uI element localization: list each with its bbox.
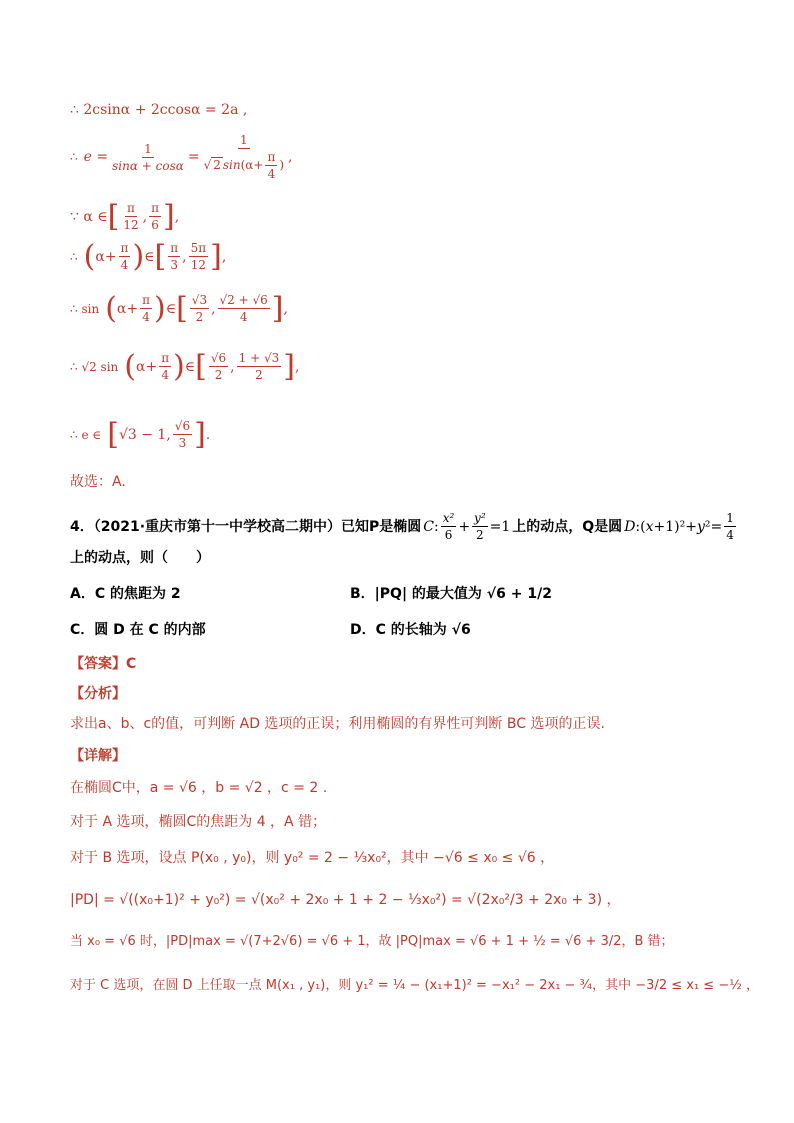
analysis-label: 【分析】 [70,686,126,702]
detail-line-3: 对于 B 选项，设点 P(x₀ , y₀)，则 y₀² = 2 − ⅓x₀²，其中 −√6 ≤ x₀ ≤ √6 ， [70,850,555,866]
question-line-1 [70,510,738,543]
detail-line-5: 当 x₀ = √6 时，|PD|max = √(7+2√6) = √6 + 1，故 |PQ|max = √6 + 1 + ½ = √6 + 3/2，B 错； [70,934,674,949]
solution-line-7: ∴ e ∈ [ √3 − 1, $\frac{√6}{3}$ ] . [70,416,211,452]
circle-equation: D :( x +1)²+ y ²= $\frac{1}{4}$ [624,511,734,542]
solution-line-3: ∵ α ∈ [ $\frac{\pi}{12}$ , $\frac{\pi}{6}$ ] , [70,198,180,234]
choose-answer: 故选：A. [70,474,126,490]
detail-line-2: 对于 A 选项，椭圆C的焦距为 4 ，A 错； [70,814,327,830]
answer-label: 【答案】C [70,656,137,672]
fraction: 1 √ 2 sin(α+ $\frac{\pi}{4}$ ) [203,133,285,181]
solution-line-5: ∴ sin ( α+ $\frac{\pi}{4}$ ) ∈ [ $\frac{√3}{2}$ , $\frac{√2 + √6}{4}$ ] , [70,290,288,326]
question-text: 上的动点， [512,518,583,535]
analysis-text: 求出a、b、c的值，可判断 AD 选项的正误；利用椭圆的有界性可判断 BC 选项的正误. [70,716,605,732]
detail-label: 【详解】 [70,748,126,764]
e-range-prefix: ∴ e ∈ [70,427,102,442]
solution-line-1 [70,100,247,120]
therefore-symbol: ∴ [70,249,78,264]
ellipse-equation: C : $\frac{\text{x²}}{6}$ + $\frac{\text{y²}}{2}$ =1 [423,511,511,542]
option-d: D．C 的长轴为 √6 [350,622,471,638]
option-b: B．|PQ| 的最大值为 √6 + 1/2 [350,586,552,602]
math-var-e: e = [83,149,109,165]
equation-text: ∴ 2csinα + 2ccosα = 2a , [70,102,248,118]
because-text: ∵ α ∈ [70,208,108,225]
detail-line-1: 在椭圆C中，a = √6 ，b = √2 ，c = 2 . [70,780,328,796]
sqrt2sin-prefix: ∴ √2 sin [70,359,119,374]
solution-line-4: ∴ ( α+ $\frac{\pi}{4}$ ) ∈ [ $\frac{\pi}{3}$ , $\frac{5\pi}{12}$ ] , [70,238,227,274]
option-c: C．圆 D 在 C 的内部 [70,622,206,638]
sin-prefix: ∴ sin [70,301,100,316]
solution-line-2: ∴ e = $\frac{1}{\sin\alpha + \cos\alpha}$ = 1 √ 2 sin(α+ $\frac{\pi}{4}$ ) , [70,133,293,181]
question-text: P是椭圆 [369,518,422,535]
detail-line-4: |PD| = √((x₀+1)² + y₀²) = √(x₀² + 2x₀ + 1 + 2 − ⅓x₀²) = √(2x₀²/3 + 2x₀ + 3) ， [70,892,621,908]
detail-line-6: 对于 C 选项，在圆 D 上任取一点 M(x₁ , y₁)，则 y₁² = ¼ − (x₁+1)² = −x₁² − 2x₁ − ¾，其中 −3/2 ≤ x₁ ≤ −½ ， [70,978,759,993]
question-line-2: 上的动点，则（ ） [70,550,210,566]
question-text: Q是圆 [582,518,623,535]
question-source: 4．（2021·重庆市第十一中学校高二期中）已知 [70,518,370,535]
comma: , [288,149,293,165]
solution-line-6: ∴ √2 sin ( α+ $\frac{\pi}{4}$ ) ∈ [ $\frac{√6}{2}$ , $\frac{1 + √3}{2}$ ] , [70,348,300,384]
fraction: $\frac{1}{\sin\alpha + \cos\alpha}$ [112,141,184,173]
therefore-symbol: ∴ [70,150,78,164]
option-a: A．C 的焦距为 2 [70,586,181,602]
